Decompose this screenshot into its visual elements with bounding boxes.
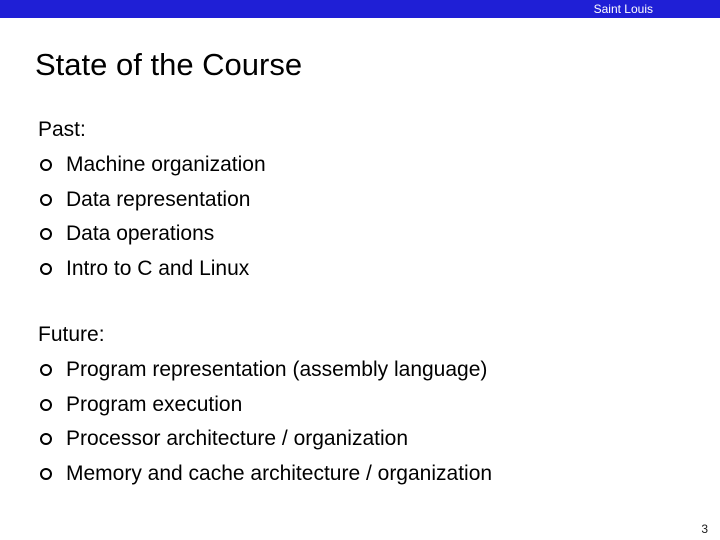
- bullet-text: Memory and cache architecture / organization: [66, 461, 493, 485]
- page-number: 3: [701, 522, 708, 536]
- bullet-icon: [40, 364, 52, 376]
- bullet-icon: [40, 399, 52, 411]
- header-bar: [0, 0, 720, 18]
- future-list: [38, 352, 493, 490]
- list-item: [38, 387, 243, 422]
- bullet-icon: [40, 433, 52, 445]
- bullet-icon: [40, 159, 52, 171]
- list-item: [38, 216, 215, 251]
- past-section: [38, 112, 266, 285]
- bullet-text: Processor architecture / organization: [66, 427, 408, 450]
- list-item: [38, 251, 250, 286]
- bullet-icon: [40, 194, 52, 206]
- future-heading: Future:: [38, 323, 105, 346]
- brand-text: Saint Louis: [593, 2, 653, 16]
- bullet-text: Program execution: [66, 392, 243, 416]
- list-item: [38, 352, 488, 387]
- bullet-icon: [40, 468, 52, 480]
- list-item: [38, 182, 251, 217]
- bullet-text: Data representation: [66, 187, 251, 211]
- bullet-text: Machine organization: [66, 153, 266, 176]
- list-item: [38, 147, 266, 182]
- future-section: [38, 317, 493, 490]
- bullet-icon: [40, 263, 52, 275]
- slide-title: State of the Course: [35, 47, 303, 82]
- bullet-icon: [40, 228, 52, 240]
- list-item: [38, 421, 408, 456]
- bullet-text: Data operations: [66, 222, 215, 245]
- past-list: [38, 147, 266, 285]
- list-item: [38, 456, 493, 491]
- past-heading: Past:: [38, 118, 86, 141]
- bullet-text: Program representation (assembly language): [66, 358, 488, 381]
- bullet-text: Intro to C and Linux: [66, 256, 250, 280]
